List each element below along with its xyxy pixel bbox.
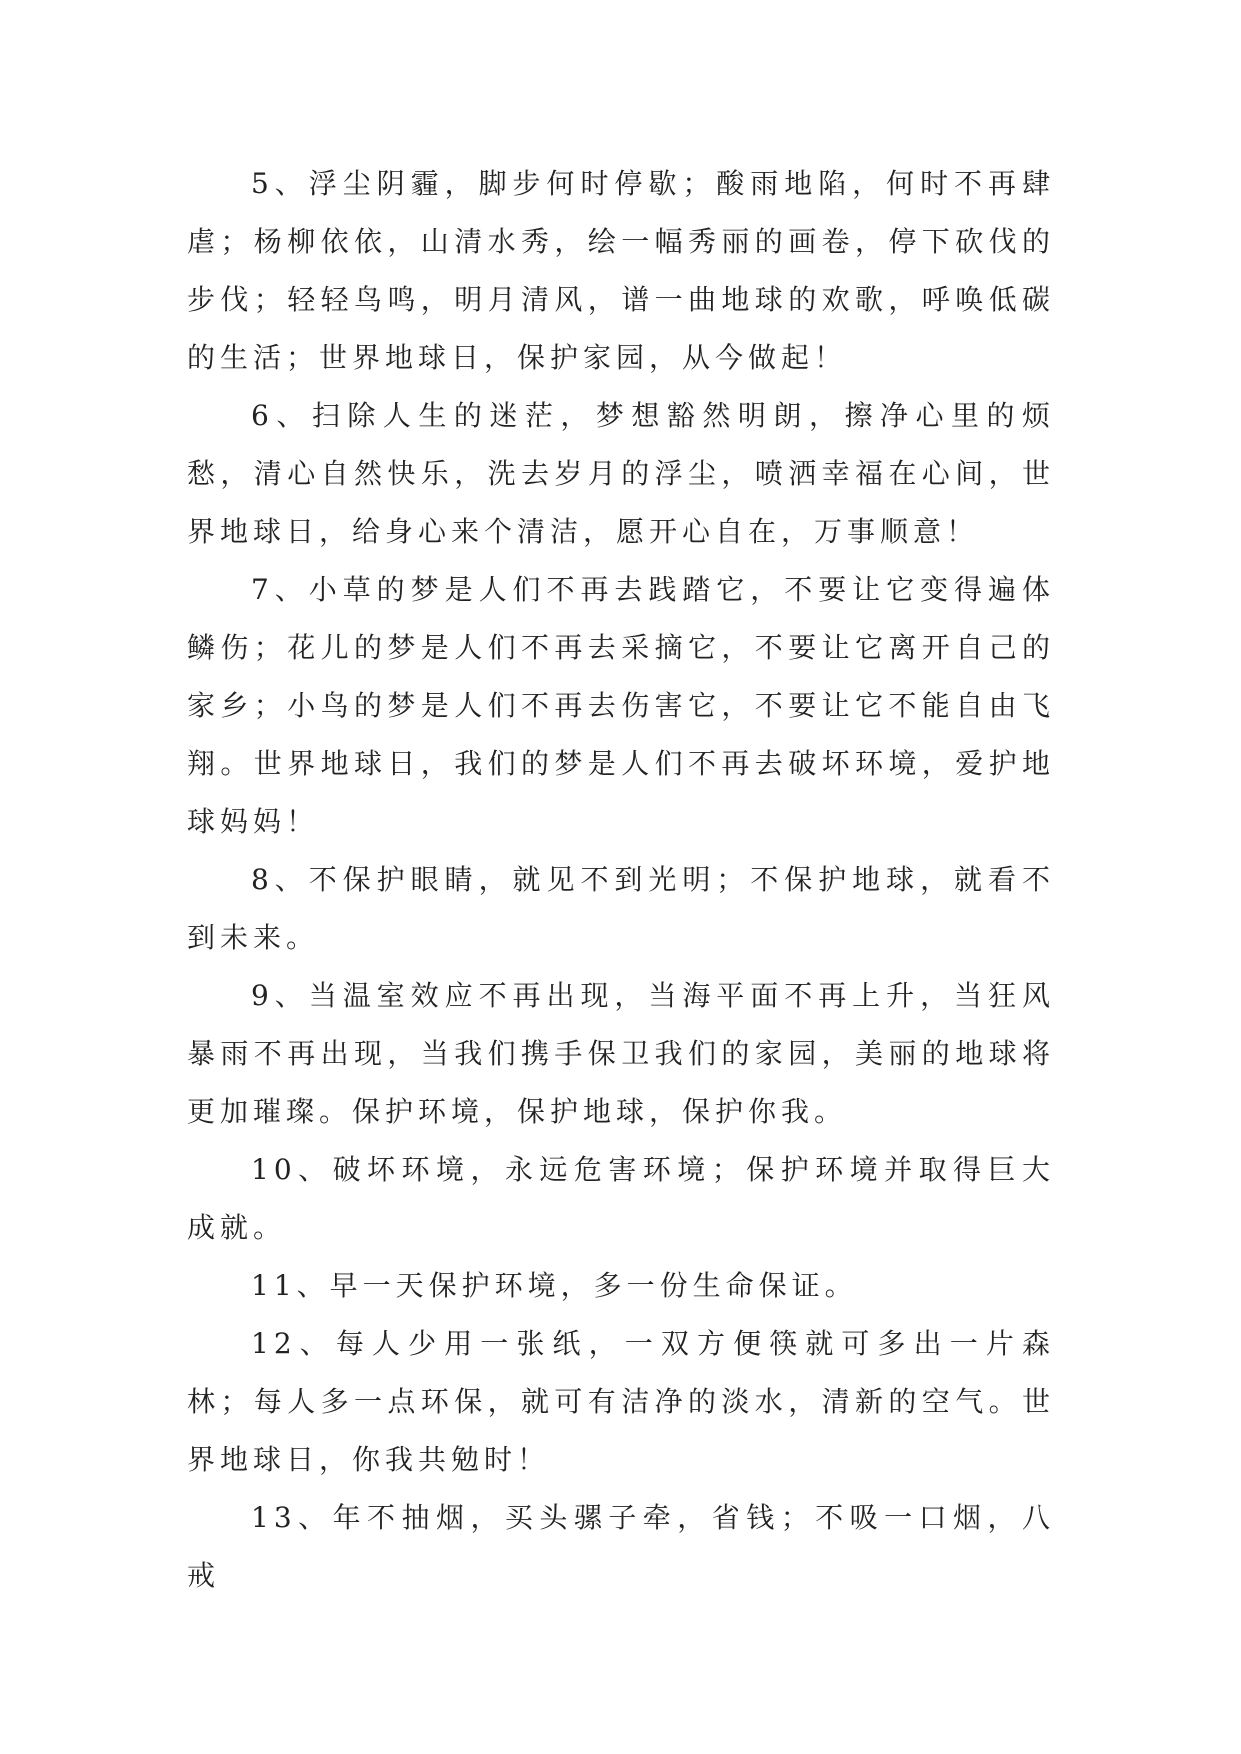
paragraph-9: 9、当温室效应不再出现，当海平面不再上升，当狂风暴雨不再出现，当我们携手保卫我们的家园，美丽的地球将更加璀璨。保护环境，保护地球，保护你我。 <box>187 979 1055 1128</box>
paragraph-6: 6、扫除人生的迷茫，梦想豁然明朗，擦净心里的烦愁，清心自然快乐，洗去岁月的浮尘，喷洒幸福在心间，世界地球日，给身心来个清洁，愿开心自在，万事顺意！ <box>187 399 1055 548</box>
paragraph-7: 7、小草的梦是人们不再去践踏它，不要让它变得遍体鳞伤；花儿的梦是人们不再去采摘它，不要让它离开自己的家乡；小鸟的梦是人们不再去伤害它，不要让它不能自由飞翔。世界地球日，我们的梦是人们不再去破坏环境，爱护地球妈妈！ <box>187 573 1055 838</box>
document-body <box>187 155 1055 1605</box>
paragraph-5: 5、浮尘阴霾，脚步何时停歇；酸雨地陷，何时不再肆虐；杨柳依依，山清水秀，绘一幅秀丽的画卷，停下砍伐的步伐；轻轻鸟鸣，明月清风，谱一曲地球的欢歌，呼唤低碳的生活；世界地球日，保护家园，从今做起！ <box>187 167 1055 374</box>
paragraph-10: 10、破坏环境，永远危害环境；保护环境并取得巨大成就。 <box>187 1153 1055 1244</box>
paragraph-8: 8、不保护眼睛，就见不到光明；不保护地球，就看不到未来。 <box>187 863 1055 954</box>
paragraph-12: 12、每人少用一张纸，一双方便筷就可多出一片森林；每人多一点环保，就可有洁净的淡水，清新的空气。世界地球日，你我共勉时！ <box>187 1327 1055 1476</box>
paragraph-13: 13、年不抽烟，买头骡子牵，省钱；不吸一口烟，八戒 <box>187 1501 1055 1592</box>
paragraph-11: 11、早一天保护环境，多一份生命保证。 <box>251 1269 858 1302</box>
